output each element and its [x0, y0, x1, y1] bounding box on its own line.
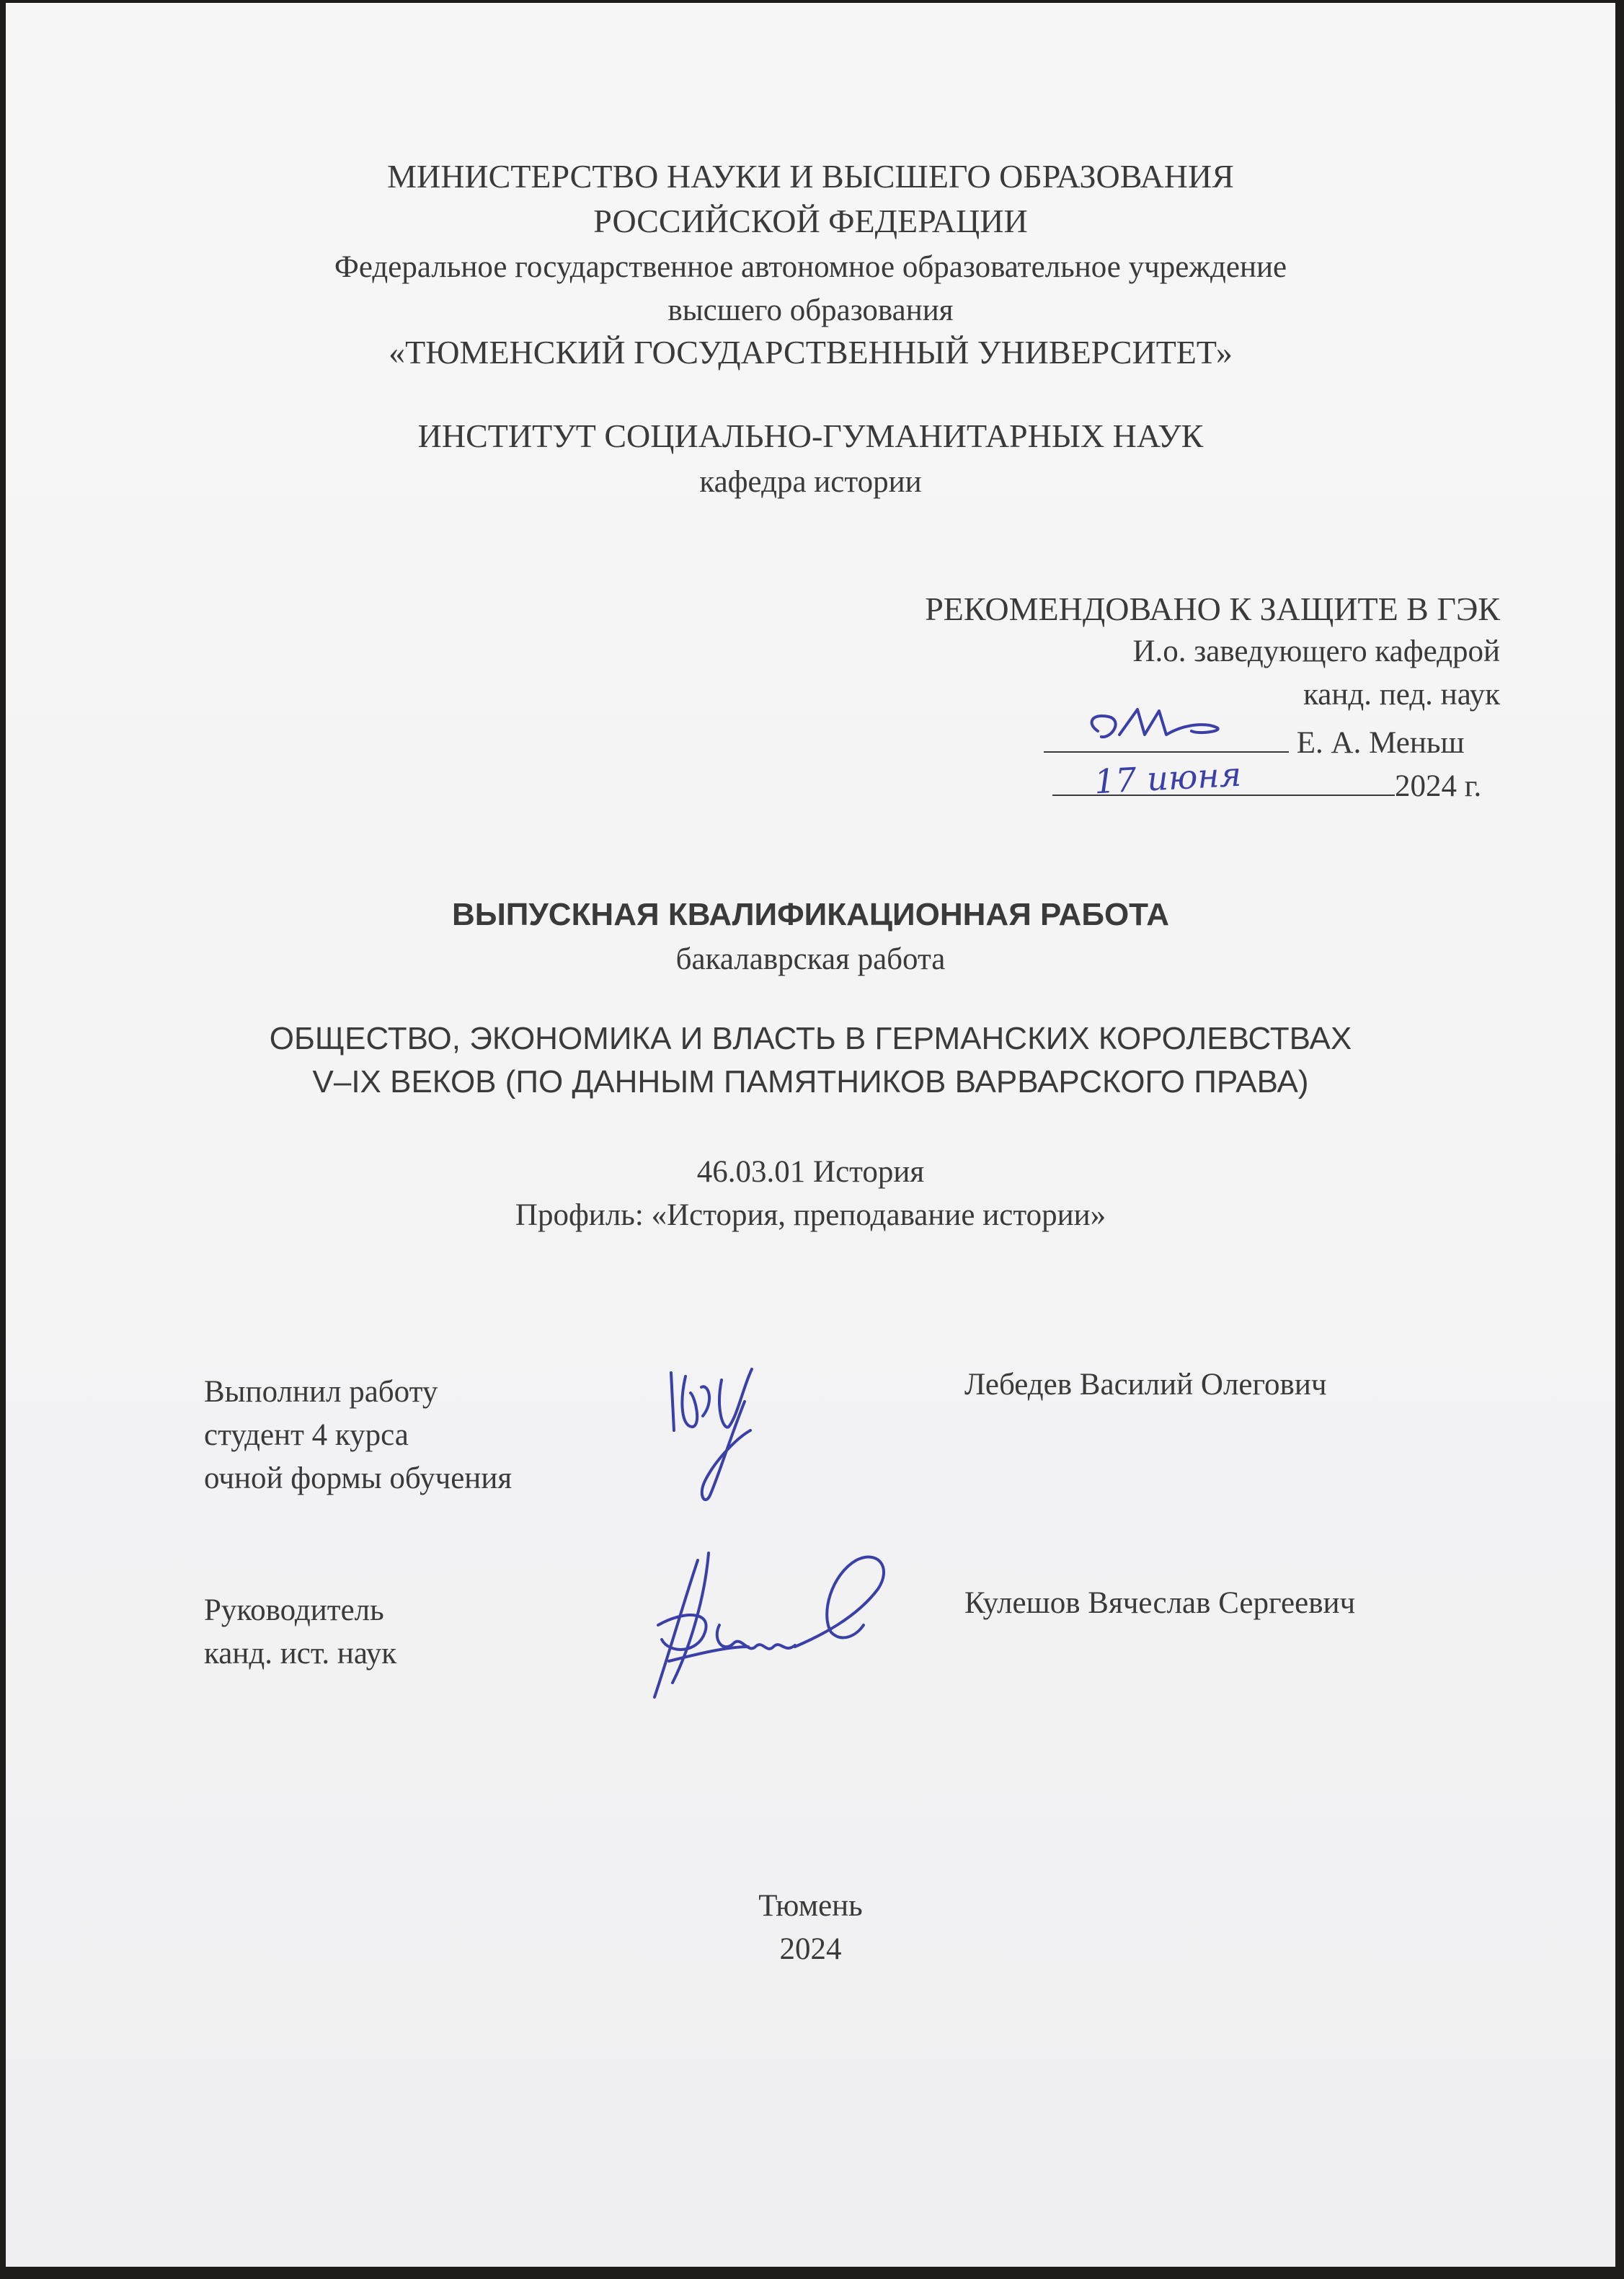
ministry-line-2: РОССИЙСКОЙ ФЕДЕРАЦИИ — [593, 203, 1028, 239]
student-label-2: студент 4 курса — [204, 1418, 409, 1452]
university-name: «ТЮМЕНСКИЙ ГОСУДАРСТВЕННЫЙ УНИВЕРСИТЕТ» — [389, 334, 1233, 371]
thesis-title-line-1: ОБЩЕСТВО, ЭКОНОМИКА И ВЛАСТЬ В ГЕРМАНСКИХ КОРОЛЕВСТВАХ — [269, 1021, 1352, 1056]
work-type: ВЫПУСКНАЯ КВАЛИФИКАЦИОННАЯ РАБОТА — [451, 897, 1170, 932]
supervisor-name: Кулешов Вячеслав Сергеевич — [964, 1586, 1356, 1620]
ministry-line-1: МИНИСТЕРСТВО НАУКИ И ВЫСШЕГО ОБРАЗОВАНИЯ — [387, 158, 1234, 195]
city: Тюмень — [758, 1889, 863, 1923]
approval-signer-name: Е. А. Меньш — [1296, 726, 1465, 760]
approval-position: И.о. заведующего кафедрой — [1132, 634, 1500, 668]
handwritten-date: 17 июня — [1093, 754, 1243, 802]
supervisor-label-2: канд. ист. наук — [204, 1637, 397, 1670]
institution-type-line-1: Федеральное государственное автономное образовательное учреждение — [334, 250, 1287, 284]
institute-name: ИНСТИТУТ СОЦИАЛЬНО-ГУМАНИТАРНЫХ НАУК — [417, 417, 1204, 454]
work-subtype: бакалаврская работа — [675, 942, 946, 976]
thesis-title-line-2: V–IX ВЕКОВ (ПО ДАННЫМ ПАМЯТНИКОВ ВАРВАРСКОГО ПРАВА) — [312, 1064, 1309, 1099]
institution-type-line-2: высшего образования — [667, 293, 954, 327]
student-label-3: очной формы обучения — [204, 1461, 513, 1495]
student-signature-icon — [658, 1358, 773, 1510]
approval-title: РЕКОМЕНДОВАНО К ЗАЩИТЕ В ГЭК — [925, 590, 1500, 627]
supervisor-label-1: Руководитель — [204, 1593, 384, 1627]
student-label-1: Выполнил работу — [204, 1375, 438, 1409]
program-profile: Профиль: «История, преподавание истории» — [515, 1198, 1106, 1232]
footer-year: 2024 — [779, 1932, 842, 1966]
supervisor-signature-icon — [640, 1546, 914, 1704]
approval-year: 2024 г. — [1395, 769, 1482, 803]
department-name: кафедра истории — [699, 465, 922, 499]
approval-degree: канд. пед. наук — [1303, 678, 1500, 712]
student-name: Лебедев Василий Олегович — [964, 1368, 1327, 1402]
approval-signature-icon — [1069, 702, 1285, 753]
title-page — [6, 3, 1615, 2267]
program-code: 46.03.01 История — [696, 1155, 925, 1189]
